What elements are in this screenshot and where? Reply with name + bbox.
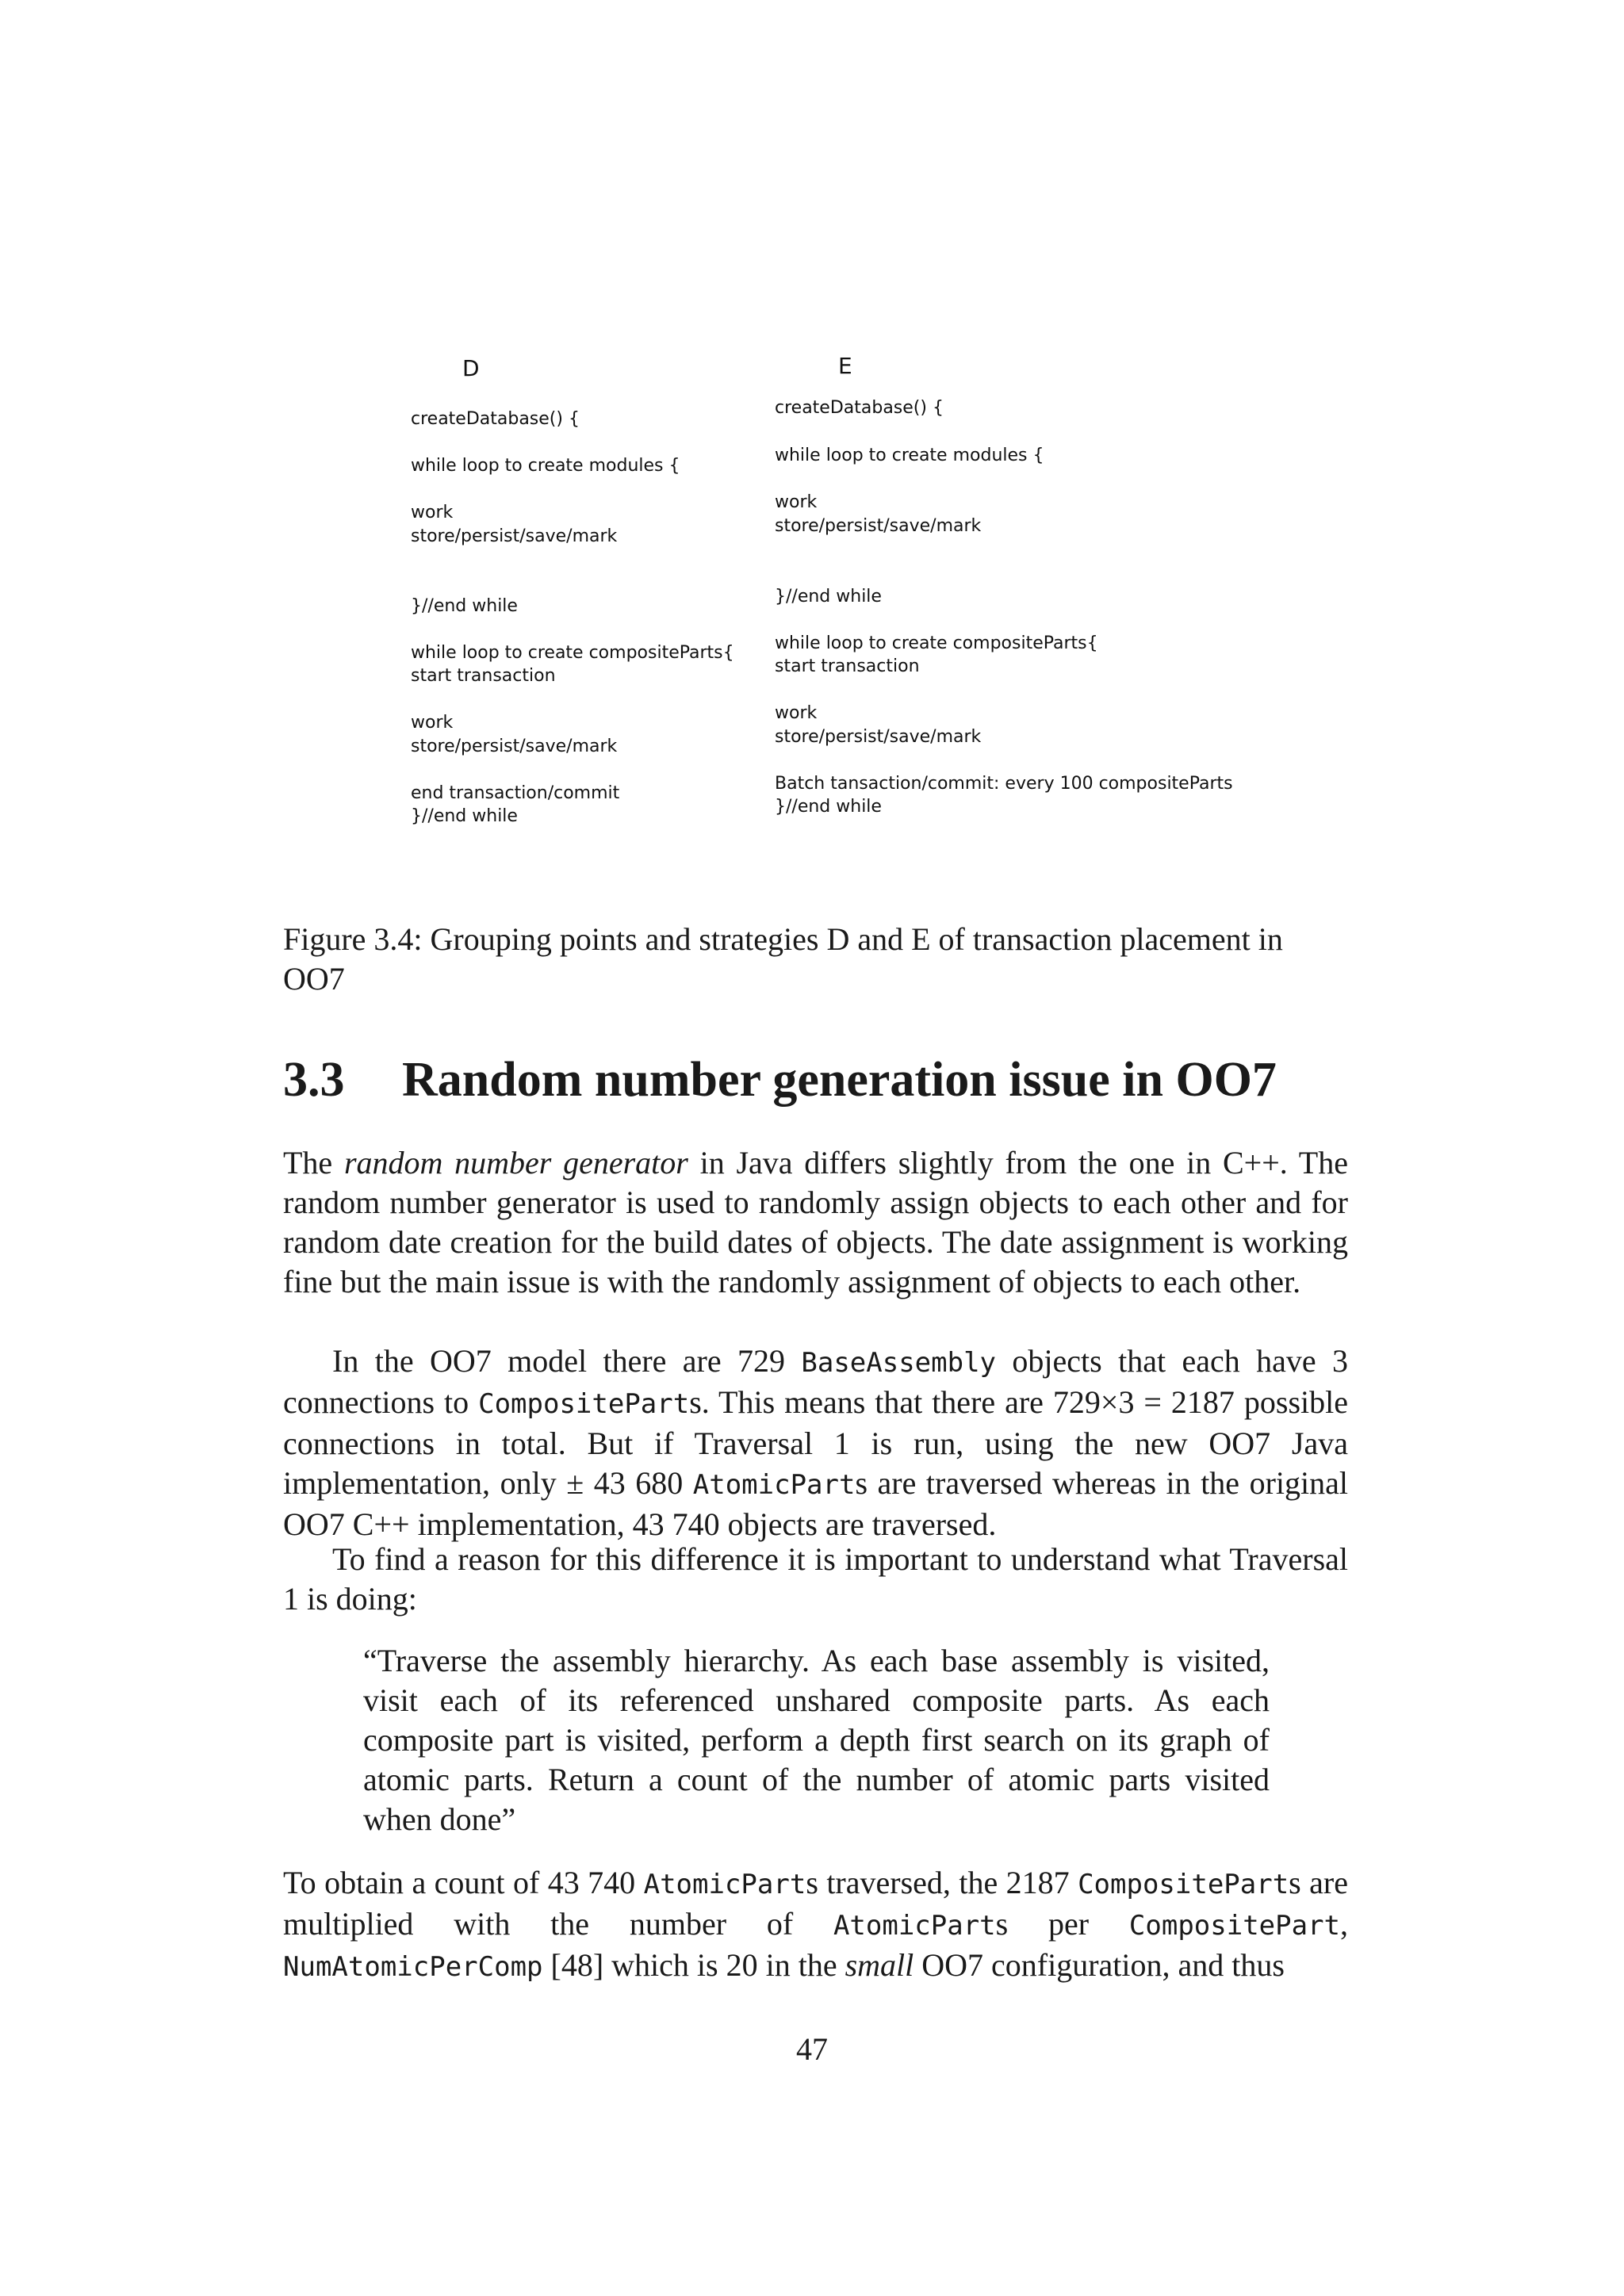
d-line: store/persist/save/mark — [411, 737, 618, 756]
section-number: 3.3 — [283, 1053, 345, 1107]
text: s per — [995, 1906, 1129, 1942]
d-line: start transaction — [411, 666, 556, 686]
d-line: createDatabase() { — [411, 409, 580, 429]
d-line: while loop to create modules { — [411, 456, 680, 476]
paragraph-4 — [283, 1863, 1348, 1987]
text: To find a reason for this difference it is important to understand what Traversal 1 is doing: — [283, 1541, 1348, 1617]
code: CompositePart — [1128, 1910, 1341, 1942]
e-line: work — [775, 703, 818, 723]
code: AtomicPart — [833, 1910, 996, 1942]
code: BaseAssembly — [801, 1347, 997, 1379]
text: s traversed, the 2187 — [806, 1865, 1078, 1900]
code: CompositePart — [1078, 1869, 1289, 1900]
emphasis: random number generator — [343, 1145, 688, 1181]
d-line: }//end while — [411, 806, 518, 826]
text: [48] which is 20 in the — [542, 1947, 845, 1983]
d-line: store/persist/save/mark — [411, 526, 618, 546]
e-line: createDatabase() { — [775, 398, 944, 418]
text: objects that each have 3 connections to — [283, 1343, 1348, 1420]
e-line: store/persist/save/mark — [775, 516, 982, 536]
text: in Java differs slightly from the one in C++. The random number generator is used to randomly assign objects to each other and for random date creation for the build dates of objects. The date assignment is working fine but the main issue is with the randomly assignment of objects to each other. — [283, 1145, 1348, 1299]
paragraph-1 — [283, 1143, 1348, 1302]
d-line: end transaction/commit — [411, 783, 620, 803]
e-line: }//end while — [775, 797, 882, 817]
code: CompositePart — [478, 1388, 690, 1420]
text: OO7 configuration, and thus — [914, 1947, 1285, 1983]
strategy-d-label: D — [462, 355, 480, 381]
paragraph-3 — [283, 1540, 1348, 1619]
text: , — [1340, 1906, 1349, 1942]
code: AtomicPart — [643, 1869, 806, 1900]
traversal-quote: “Traverse the assembly hierarchy. As each base assembly is visited, visit each of its referenced unshared composite parts. As each composite part is visited, perform a depth first search on its graph of atomic parts. Return a count of the number of atomic parts visited when done” — [363, 1643, 1270, 1837]
text: s are multiplied with the number of — [283, 1865, 1348, 1942]
section-title: Random number generation issue in OO7 — [402, 1053, 1277, 1107]
text: To obtain a count of 43 740 — [283, 1865, 644, 1900]
text: The — [283, 1145, 344, 1181]
d-line: work — [411, 713, 454, 733]
e-line: store/persist/save/mark — [775, 727, 982, 747]
strategy-e-label: E — [838, 353, 852, 379]
figure-caption: Figure 3.4: Grouping points and strategies D and E of transaction placement in OO7 — [283, 921, 1283, 997]
code: NumAtomicPerComp — [283, 1951, 543, 1983]
text: In the OO7 model there are 729 — [332, 1343, 802, 1379]
code: AtomicPart — [692, 1469, 856, 1501]
section-heading — [283, 1050, 1277, 1109]
e-line: start transaction — [775, 656, 920, 676]
e-line: while loop to create compositeParts{ — [775, 633, 1098, 653]
e-line: Batch tansaction/commit: every 100 compositeParts — [775, 774, 1233, 794]
e-line: work — [775, 492, 818, 512]
e-line: }//end while — [775, 587, 882, 607]
paragraph-2 — [283, 1341, 1348, 1544]
page-number: 47 — [796, 2031, 828, 2067]
d-line: }//end while — [411, 596, 518, 616]
d-line: while loop to create compositeParts{ — [411, 643, 734, 663]
text: s are traversed whereas in the original OO7 C++ implementation, 43 740 objects are traversed. — [283, 1465, 1349, 1542]
text: s. This means that there are 729×3 = 2187 possible connections in total. But if Traversal 1 is run, using the new OO7 Java implementation, only ± 43 680 — [283, 1384, 1349, 1501]
d-line: work — [411, 503, 454, 522]
e-line: while loop to create modules { — [775, 446, 1044, 465]
emphasis: small — [845, 1947, 914, 1983]
